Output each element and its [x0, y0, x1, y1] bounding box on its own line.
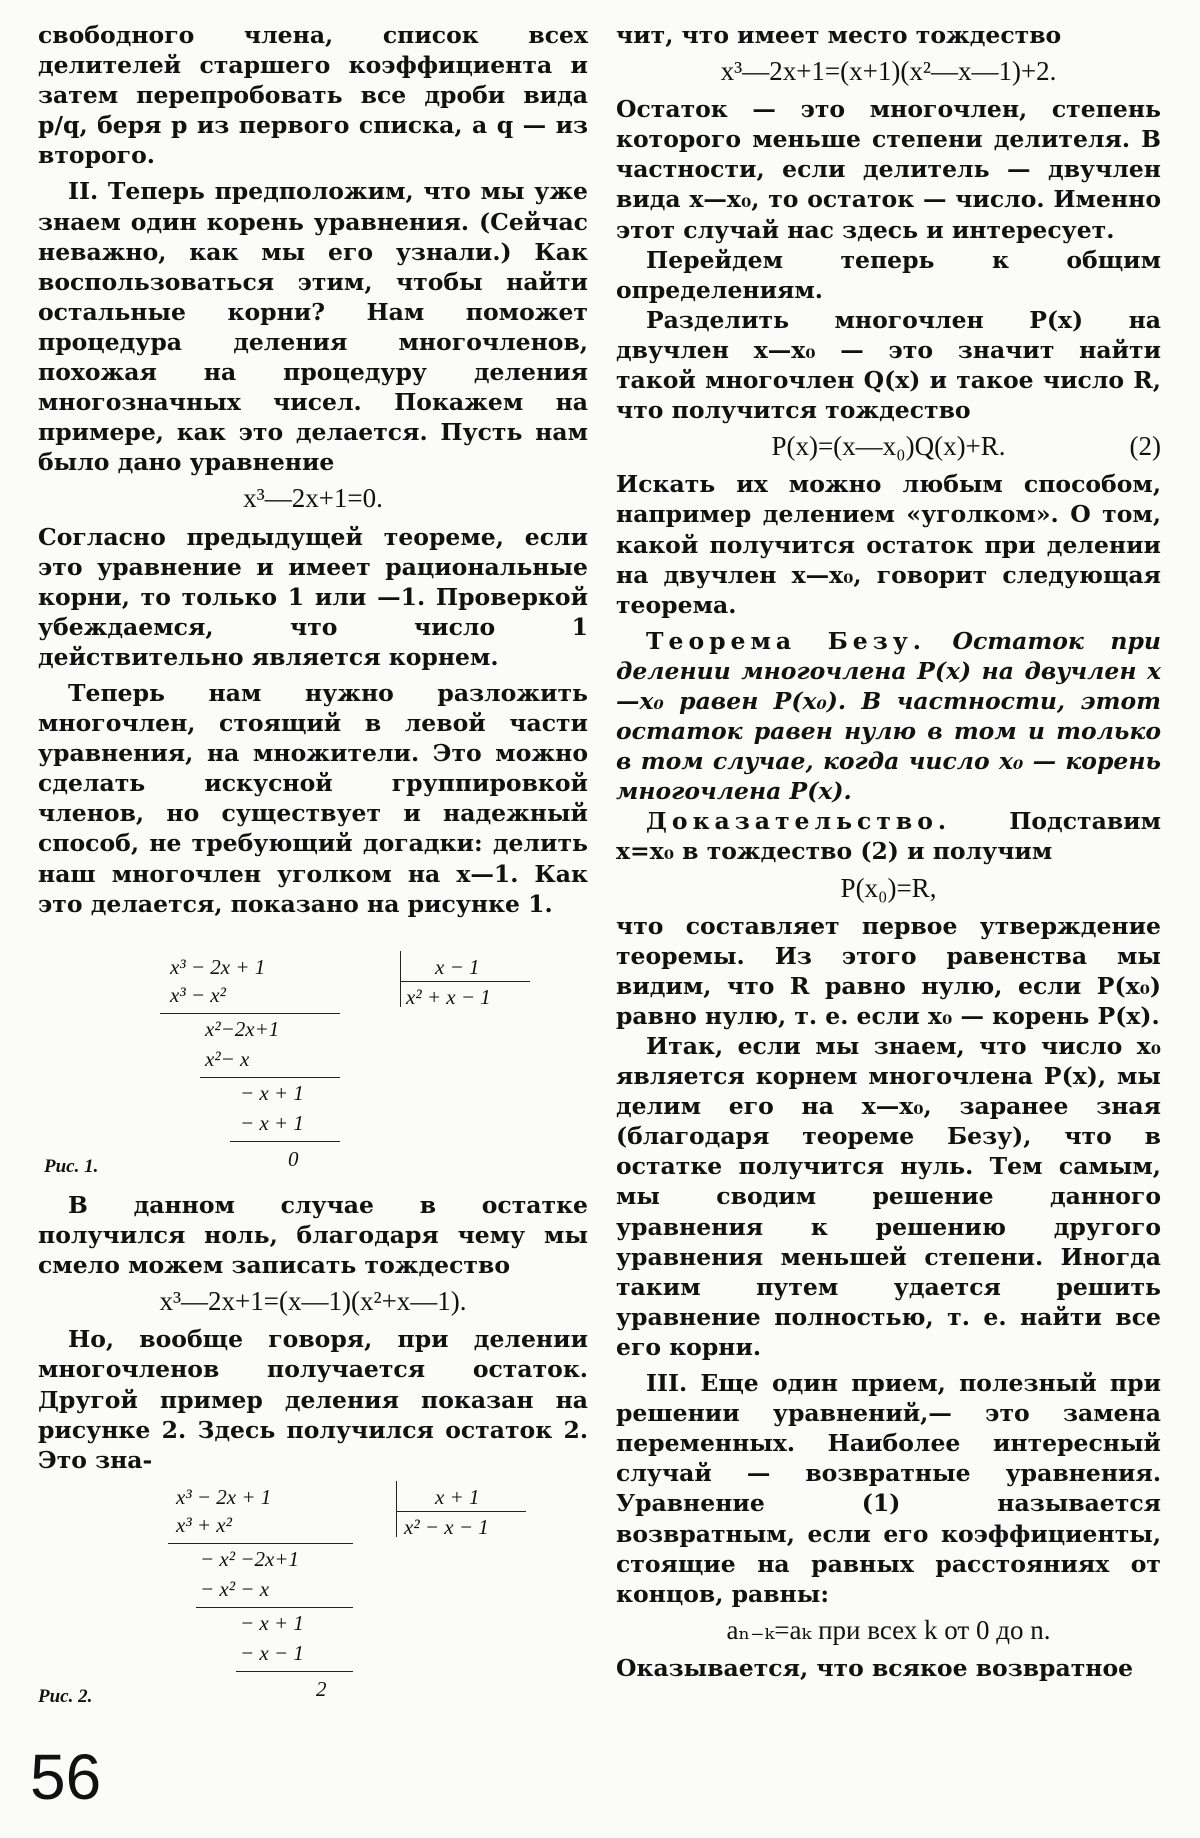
fig1-divisor-rule [400, 981, 530, 982]
right-paragraph-5: Искать их можно любым способом, например делением «уголком». О том, какой получится остаток при делении на двучлен x—x₀, говорит следующая теорема. [616, 470, 1161, 619]
equation-2-number: (2) [1129, 431, 1161, 462]
left-equation-1: x³—2x+1=0. [243, 483, 383, 514]
fig2-remainder-2: − x + 1 [240, 1611, 304, 1635]
left-paragraph-1: свободного члена, список всех делителей старшего коэффициента и затем перепробовать все дроби вида p/q, беря p из первого списка, а q — из второго. [38, 21, 588, 170]
fig2-rule-2 [196, 1607, 353, 1608]
figure-1-caption: Рис. 1. [44, 1156, 99, 1177]
fig2-final-remainder: 2 [316, 1677, 327, 1701]
right-equation-1: x³—2x+1=(x+1)(x²—x—1)+2. [720, 56, 1057, 87]
fig2-subtract-2: − x² − x [200, 1577, 270, 1601]
figure-2-caption: Рис. 2. [38, 1686, 93, 1707]
fig2-quotient: x² − x − 1 [404, 1515, 489, 1539]
right-equation-3: P(x₀)=R, [840, 872, 937, 903]
fig1-rule-3 [230, 1141, 340, 1142]
figure-2-long-division [160, 1485, 540, 1715]
right-paragraph-1: чит, что имеет место тождество [616, 21, 1062, 49]
fig2-rule-1 [168, 1543, 353, 1544]
right-paragraph-3: Перейдем теперь к общим определениям. [616, 245, 1161, 304]
fig1-dividend: x³ − 2x + 1 [170, 955, 266, 979]
fig1-subtract-1: x³ − x² [170, 983, 226, 1007]
right-equation-2 [616, 431, 1161, 461]
right-paragraph-9: Оказывается, что всякое возвратное [616, 1653, 1134, 1682]
left-paragraph-4: Теперь нам нужно разложить многочлен, стоящий в левой части уравнения, на множители. Это можно сделать искусной группировкой членов, но существует и надежный способ, не требующий догадки: делить наш многочлен уголком на x—1. Как это делается, показано на рисунке 1. [38, 678, 588, 918]
fig2-remainder-1: − x² −2x+1 [200, 1547, 299, 1571]
theorem-statement: Остаток при делении многочлена P(x) на двучлен x—x₀ равен P(x₀). В частности, этот остаток равен нулю в том и только в том случае, когда число x₀ — корень многочлена P(x). [616, 626, 1161, 806]
left-paragraph-3: Согласно предыдущей теореме, если это уравнение и имеет рациональные корни, то только 1 или —1. Проверкой убеждаемся, что число 1 действительно является корнем. [38, 522, 588, 671]
fig1-subtract-2: x²− x [205, 1047, 250, 1071]
fig2-divisor-rule [396, 1511, 526, 1512]
proof-paragraph [616, 806, 1161, 866]
fig1-remainder-1: x²−2x+1 [205, 1017, 280, 1041]
page-number: 56 [30, 1741, 102, 1813]
figure-1-long-division [160, 955, 540, 1185]
right-paragraph-4: Разделить многочлен P(x) на двучлен x—x₀ — это значит найти такой многочлен Q(x) и такое число R, что получится тождество [616, 305, 1161, 425]
right-paragraph-6: что составляет первое утверждение теоремы. Из этого равенства мы видим, что R равно нулю, если P(x₀) равно нулю, т. е. если x₀ — корень P(x). [616, 911, 1161, 1030]
fig2-dividend: x³ − 2x + 1 [176, 1485, 272, 1509]
fig2-subtract-1: x³ + x² [176, 1513, 232, 1537]
left-equation-2: x³—2x+1=(x—1)(x²+x—1). [159, 1286, 467, 1317]
right-paragraph-8: III. Еще один прием, полезный при решении уравнений,— это замена переменных. Наиболее интересный случай — возвратные уравнения. Уравнение (1) называется возвратным, если его коэффициенты, стоящие на равных расстояниях от концов, равны: [616, 1369, 1161, 1608]
fig2-subtract-3: − x − 1 [240, 1641, 304, 1665]
left-column [38, 20, 588, 919]
left-paragraph-2: II. Теперь предположим, что мы уже знаем один корень уравнения. (Сейчас неважно, как мы его узнали.) Как воспользоваться этим, чтобы найти остальные корни? Нам поможет процедура деления многочленов, похожая на процедуру деления многозначных чисел. Покажем на примере, как это делается. Пусть нам было дано уравнение [38, 177, 588, 477]
right-column [616, 20, 1161, 1683]
proof-text: Подставим x=x₀ в тождество (2) и получим [616, 807, 1161, 866]
left-paragraph-6: Но, вообще говоря, при делении многочленов получается остаток. Другой пример деления показан на рисунке 2. Здесь получился остаток 2. Это зна- [38, 1325, 588, 1474]
fig1-rule-2 [200, 1077, 340, 1078]
right-paragraph-2: Остаток — это многочлен, степень которого меньше степени делителя. В частности, если делитель — двучлен вида x—x₀, то остаток — число. Именно этот случай нас здесь и интересует. [616, 95, 1161, 244]
left-column-lower [38, 1190, 588, 1475]
right-equation-4: aₙ₋ₖ=aₖ при всех k от 0 до n. [726, 1614, 1051, 1645]
equation-2-body: P(x)=(x—x₀)Q(x)+R. [771, 431, 1006, 462]
proof-heading: Доказательство. [646, 807, 952, 836]
fig1-final-remainder: 0 [288, 1147, 299, 1171]
fig1-divisor: x − 1 [435, 955, 480, 979]
fig1-quotient: x² + x − 1 [406, 985, 491, 1009]
right-paragraph-7: Итак, если мы знаем, что число x₀ является корнем многочлена P(x), мы делим его на x—x₀, заранее зная (благодаря теореме Безу), что в остатке получится нуль. Тем самым, мы сводим решение данного уравнения к решению другого уравнения меньшей степени. Иногда таким путем удается решить уравнение полностью, т. е. найти все его корни. [616, 1032, 1161, 1361]
theorem-bezout [616, 626, 1161, 807]
fig2-rule-3 [236, 1671, 353, 1672]
fig2-division-bar [396, 1481, 397, 1537]
fig1-rule-1 [160, 1013, 340, 1014]
fig1-remainder-2: − x + 1 [240, 1081, 304, 1105]
left-paragraph-5: В данном случае в остатке получился ноль, благодаря чему мы смело можем записать тождество [38, 1191, 588, 1280]
fig1-subtract-3: − x + 1 [240, 1111, 304, 1135]
theorem-heading: Теорема Безу. [646, 626, 926, 655]
fig2-divisor: x + 1 [435, 1485, 480, 1509]
fig1-division-bar [400, 951, 401, 1007]
